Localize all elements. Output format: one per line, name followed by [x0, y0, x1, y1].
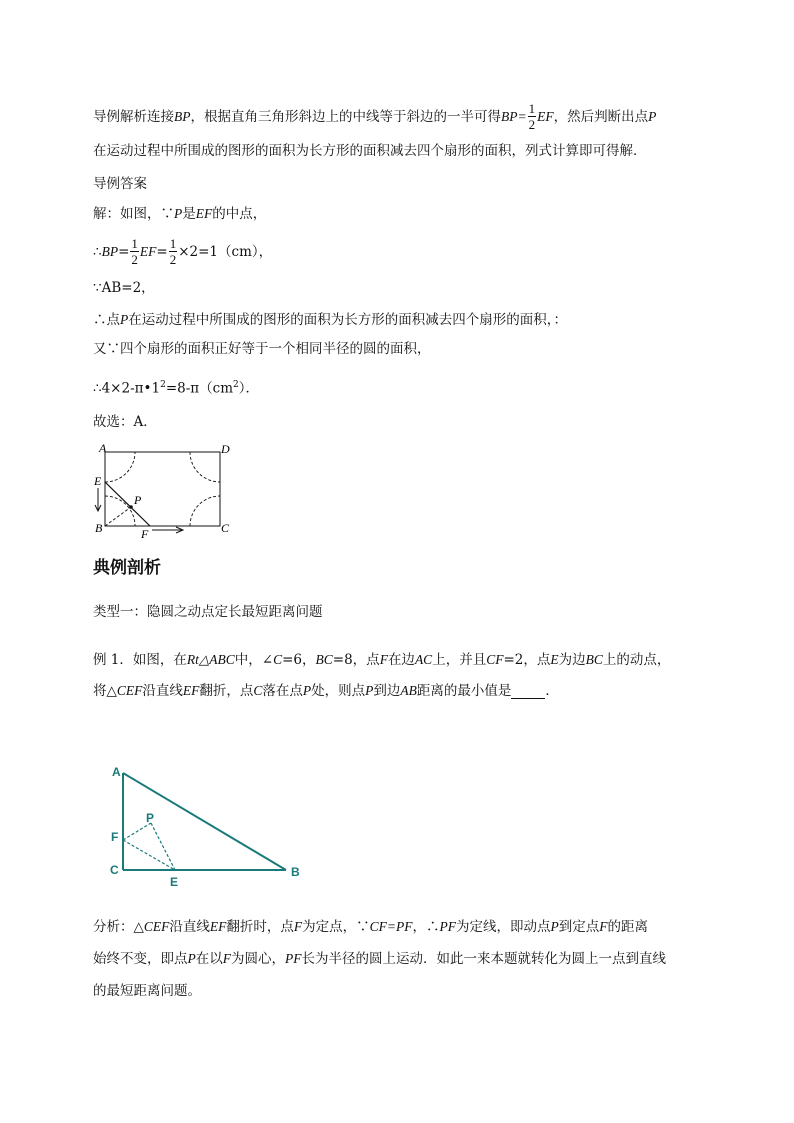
choice-line: 故选：A．: [93, 414, 157, 430]
label-f: F: [111, 830, 119, 844]
rectangle-abcd: [105, 452, 220, 526]
solution-line-2: [93, 238, 272, 267]
label-p: P: [134, 493, 142, 507]
section-heading: 典例剖析: [93, 558, 161, 578]
text: 到边: [373, 683, 401, 699]
text: =8-π（cm: [165, 380, 234, 397]
solution-line-1: [93, 207, 266, 222]
var-c: C: [273, 652, 283, 667]
frac-den: 2: [131, 252, 138, 267]
fraction-half: [130, 237, 139, 266]
label-a: A: [112, 765, 121, 779]
solution-line-5: 又∵四个扇形的面积正好等于一个相同半径的圆的面积，: [93, 341, 431, 357]
text: ，然后判断出点: [553, 109, 649, 125]
var-p: P: [302, 683, 312, 698]
var-ac: AC: [414, 652, 433, 667]
var-cef: CEF: [116, 683, 143, 698]
analysis-label: 导例解析: [93, 109, 147, 125]
text: ∴点: [93, 312, 120, 328]
var-f: F: [599, 919, 608, 934]
text: =2，点: [503, 652, 551, 668]
text: ）．: [238, 380, 259, 397]
text: 长为半径的圆上运动．如此一来本题就转化为圆上一点到直线: [301, 951, 666, 967]
text: 上的动点，: [602, 652, 671, 668]
text: 翻折时，点: [226, 919, 294, 935]
text: 距离的最小值是: [416, 683, 512, 699]
text: 的距离: [607, 919, 648, 935]
text: 上，并且: [432, 652, 487, 668]
frac-den: 2: [528, 117, 536, 132]
text: 解：如图，∵: [93, 206, 174, 222]
text: 的中点，: [212, 206, 267, 222]
label-p: P: [146, 811, 155, 825]
text: 沿直线: [169, 919, 210, 935]
analysis-line-1: [93, 103, 656, 132]
text: ∴4×2-π•1: [93, 380, 161, 397]
var-cf-pf: CF=PF: [369, 919, 413, 934]
text: 落在点: [262, 683, 303, 699]
label-c: C: [221, 521, 230, 535]
fraction-half: [528, 102, 537, 131]
text: 始终不变，即点: [93, 951, 188, 967]
text: ∴: [93, 244, 102, 260]
sector-arc-b: [105, 496, 135, 526]
text: =8，点: [332, 652, 380, 668]
text: =: [156, 244, 168, 260]
text: =: [118, 244, 130, 260]
var-ef: EF: [537, 109, 554, 124]
text: 翻折，点: [199, 683, 254, 699]
var-f: F: [293, 919, 303, 934]
text: ．: [545, 683, 559, 699]
var-p: P: [365, 683, 374, 698]
analysis-paragraph-line-3: 的最短距离问题。: [93, 983, 201, 999]
var-cef: CEF: [143, 919, 170, 934]
analysis-paragraph-line-2: [93, 952, 666, 967]
fraction-half: [169, 237, 178, 266]
solution-line-4: [93, 313, 567, 328]
label-c: C: [110, 863, 119, 877]
var-p: P: [120, 312, 129, 327]
text: ，根据直角三角形斜边上的中线等于斜边的一半可得: [190, 109, 501, 125]
frac-den: 2: [169, 252, 177, 267]
point-p: [129, 505, 133, 509]
text: 中，∠: [234, 652, 274, 668]
text: 为圆心，: [231, 951, 285, 967]
text: 为定线，即动点: [456, 919, 551, 935]
var-p: P: [174, 206, 183, 221]
example-line-1: [93, 653, 670, 668]
var-c: C: [253, 683, 263, 698]
text: 例 1．如图，在: [93, 652, 187, 668]
label-e: E: [94, 474, 102, 488]
text: 为边: [558, 652, 586, 668]
sector-arc-d: [190, 452, 220, 482]
answer-blank: [511, 686, 545, 699]
var-pf: PF: [285, 951, 302, 966]
frac-num: 1: [169, 236, 177, 251]
var-f: F: [222, 951, 231, 966]
sector-arc-a: [105, 452, 135, 482]
text: 在边: [387, 652, 415, 668]
analysis-line-2: 在运动过程中所围成的图形的面积为长方形的面积减去四个扇形的面积，列式计算即可得解．: [93, 143, 647, 159]
text: 处，则点: [311, 683, 366, 699]
type-line: 类型一：隐圆之动点定长最短距离问题: [93, 604, 323, 620]
triangle-figure: [105, 760, 310, 890]
text: 在运动过程中所围成的图形的面积为长方形的面积减去四个扇形的面积，：: [128, 312, 567, 328]
label-b: B: [291, 865, 300, 879]
var-rt-abc: Rt△ABC: [186, 652, 235, 667]
text: 是: [182, 206, 196, 222]
var-pf: PF: [439, 919, 456, 934]
frac-num: 1: [528, 101, 536, 116]
segment-bp: [105, 507, 131, 526]
text: 将△: [93, 683, 117, 699]
var-bp: BP: [101, 244, 119, 259]
var-e: E: [550, 652, 559, 667]
rectangle-figure: [90, 438, 240, 543]
var-ab: AB: [400, 683, 417, 698]
var-bp-eq: BP=: [501, 109, 527, 124]
example-line-2: [93, 684, 559, 699]
var-bp: BP: [174, 109, 191, 124]
segment-fp: [123, 823, 151, 840]
frac-num: 1: [131, 236, 138, 251]
label-d: D: [221, 442, 230, 456]
var-p: P: [550, 919, 559, 934]
text: 到定点: [558, 919, 600, 935]
analysis-paragraph-line-1: [93, 920, 648, 935]
superscript: 2: [233, 380, 239, 390]
text: =6，: [282, 652, 316, 668]
text: 连接: [147, 109, 174, 125]
var-ef: EF: [209, 919, 227, 934]
text: 在以: [195, 951, 223, 967]
label-a: A: [99, 441, 107, 455]
var-ef: EF: [139, 244, 157, 259]
var-ef: EF: [195, 206, 213, 221]
text: ，∴: [412, 919, 440, 935]
sector-arc-c: [190, 496, 220, 526]
text: 为定点，∵: [302, 919, 370, 935]
text: ×2=1（cm），: [178, 244, 273, 260]
solution-line-6: [93, 381, 259, 396]
var-bc: BC: [585, 652, 603, 667]
var-p: P: [648, 109, 657, 124]
var-ef: EF: [182, 683, 200, 698]
var-cf: CF: [486, 652, 504, 667]
solution-line-3: ∵AB=2，: [93, 280, 155, 296]
var-f: F: [379, 652, 388, 667]
var-p: P: [187, 951, 196, 966]
var-bc: BC: [315, 652, 333, 667]
superscript: 2: [160, 380, 166, 390]
label-e: E: [170, 875, 179, 889]
segment-ef: [105, 482, 150, 526]
text: 分析：△: [93, 919, 144, 935]
label-b: B: [95, 521, 103, 535]
answer-title: 导例答案: [93, 176, 147, 192]
text: 沿直线: [142, 683, 183, 699]
label-f: F: [141, 527, 149, 541]
